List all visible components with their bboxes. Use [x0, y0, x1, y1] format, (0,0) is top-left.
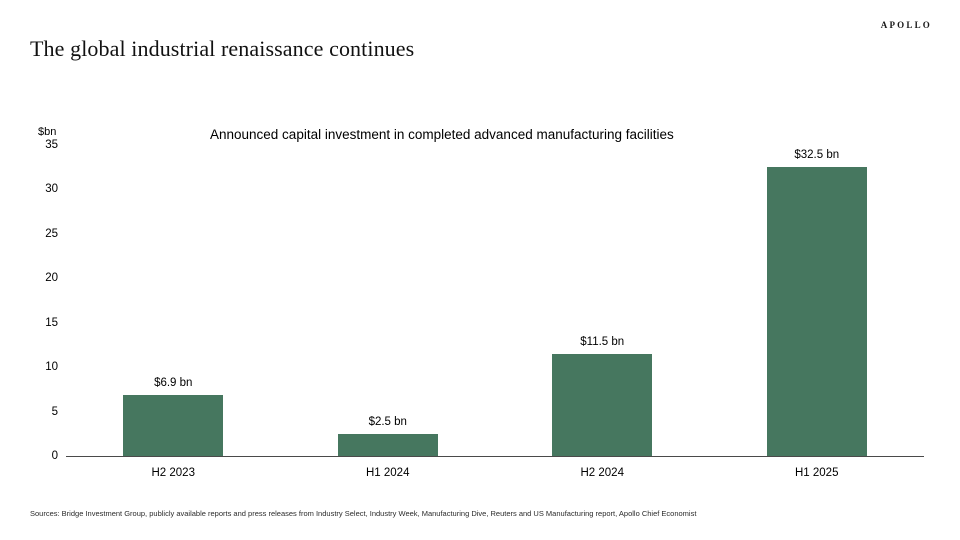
bar-group[interactable] — [338, 415, 438, 479]
y-axis-tick-label: 5 — [51, 405, 58, 418]
y-axis-tick-label: 20 — [45, 272, 58, 285]
y-axis-tick-label: 0 — [51, 450, 58, 462]
bar[interactable] — [552, 335, 652, 456]
page-title: The global industrial renaissance continues — [30, 36, 415, 61]
x-axis-category-label: H1 2025 — [795, 467, 839, 479]
x-axis-line — [66, 456, 924, 457]
sources-note: Sources: Bridge Investment Group, publicly available reports and press releases from Industry Select, Industry Week, Manufacturing Dive, Reuters and US Manufacturing report, Apollo Chief Economist — [30, 509, 697, 518]
x-axis-category-label: H1 2024 — [366, 467, 410, 479]
bar[interactable] — [767, 149, 867, 456]
bar-value-label: $6.9 bn — [154, 376, 193, 389]
bar-value-label: $11.5 bn — [580, 335, 625, 348]
bar-value-label: $32.5 bn — [794, 149, 840, 162]
y-axis-tick-label: 30 — [45, 183, 58, 196]
y-axis-tick-label: 10 — [45, 361, 58, 374]
y-axis-unit-label: $bn — [38, 126, 57, 138]
bar-group[interactable] — [552, 335, 652, 479]
x-axis-category-label: H2 2024 — [580, 467, 624, 479]
bar[interactable] — [123, 376, 223, 456]
bar-value-label: $2.5 bn — [368, 415, 407, 428]
y-axis-tick-label: 15 — [45, 316, 58, 329]
bar[interactable] — [338, 415, 438, 456]
bar-group[interactable] — [767, 149, 867, 479]
x-axis-category-label: H2 2023 — [151, 467, 195, 479]
y-axis-tick-label: 25 — [45, 227, 58, 240]
bar-group[interactable] — [123, 376, 223, 479]
apollo-logo: APOLLO — [880, 20, 932, 30]
y-axis-tick-label: 35 — [45, 139, 58, 151]
bar-chart-plot-area — [45, 139, 924, 479]
chart-title: Announced capital investment in completed advanced manufacturing facilities — [210, 127, 674, 142]
